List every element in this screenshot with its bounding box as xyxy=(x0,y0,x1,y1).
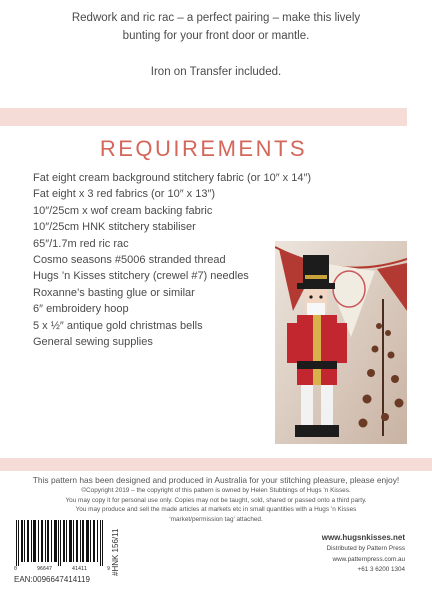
distributor-text: Distributed by Pattern Press xyxy=(326,545,405,552)
product-code: #HNK 156/11 xyxy=(111,528,120,576)
barcode xyxy=(14,520,106,572)
requirements-heading: REQUIREMENTS xyxy=(99,136,308,161)
distributor-website-link[interactable]: www.patternpress.com.au xyxy=(332,555,405,563)
requirement-item: Roxanne’s basting glue or similar xyxy=(33,286,195,299)
requirement-item: 5 x ½″ antique gold christmas bells xyxy=(33,319,203,332)
decorative-band-top xyxy=(0,108,407,126)
footer-copyright-line: ©Copyright 2019 – the copyright of this pattern is owned by Helen Stubbings of Hugs ’n Kisses. xyxy=(81,487,351,494)
barcode-digit-group: 0 xyxy=(14,566,18,572)
barcode-digit-group: 41411 xyxy=(71,566,88,572)
intro-transfer-note: Iron on Transfer included. xyxy=(150,66,282,78)
nutcracker-photo xyxy=(275,241,407,444)
decorative-band-bottom xyxy=(0,458,432,471)
barcode-digit-group: 96647 xyxy=(36,566,53,572)
footer-enjoy-line: This pattern has been designed and produced in Australia for your stitching pleasure, please enjoy! xyxy=(32,475,400,485)
requirement-item: 65″/1.7m red ric rac xyxy=(33,237,129,250)
requirement-item: 10″/25cm HNK stitchery stabiliser xyxy=(33,221,196,234)
footer-copy-policy: You may copy it for personal use only. Copies may not be taught, sold, shared or passed onto a third party. xyxy=(65,496,367,504)
footer-sales-policy: You may produce and sell the made articles at markets etc in small quantities with a Hugs ’n Kisses xyxy=(75,506,357,514)
requirement-item: Fat eight cream background stitchery fabric (or 10″ x 14″) xyxy=(33,172,312,184)
ean-number: EAN:0096647414119 xyxy=(14,575,90,584)
requirement-item: General sewing supplies xyxy=(33,336,153,349)
barcode-digit-group: 9 xyxy=(106,566,110,572)
requirement-item: Hugs ’n Kisses stitchery (crewel #7) needles xyxy=(33,270,249,283)
requirement-item: 10″/25cm x wof cream backing fabric xyxy=(33,204,213,217)
website-link[interactable]: www.hugsnkisses.net xyxy=(321,533,405,542)
intro-text xyxy=(0,0,432,108)
requirement-item: Fat eight x 3 red fabrics (or 10″ x 13″) xyxy=(33,188,216,201)
barcode-digits xyxy=(14,566,110,572)
requirement-item: Cosmo seasons #5006 stranded thread xyxy=(33,254,226,267)
contact-block xyxy=(322,532,405,576)
intro-line-1: Redwork and ric rac – a perfect pairing – make this lively xyxy=(71,12,361,24)
footer-tag-note: ‘market/permission tag’ attached. xyxy=(169,515,263,523)
requirements-list xyxy=(33,170,311,350)
phone-number: +61 3 6200 1304 xyxy=(357,566,405,573)
requirement-item: 6″ embroidery hoop xyxy=(33,303,129,316)
copyright-footer xyxy=(0,474,432,524)
intro-line-2: bunting for your front door or mantle. xyxy=(122,30,310,42)
